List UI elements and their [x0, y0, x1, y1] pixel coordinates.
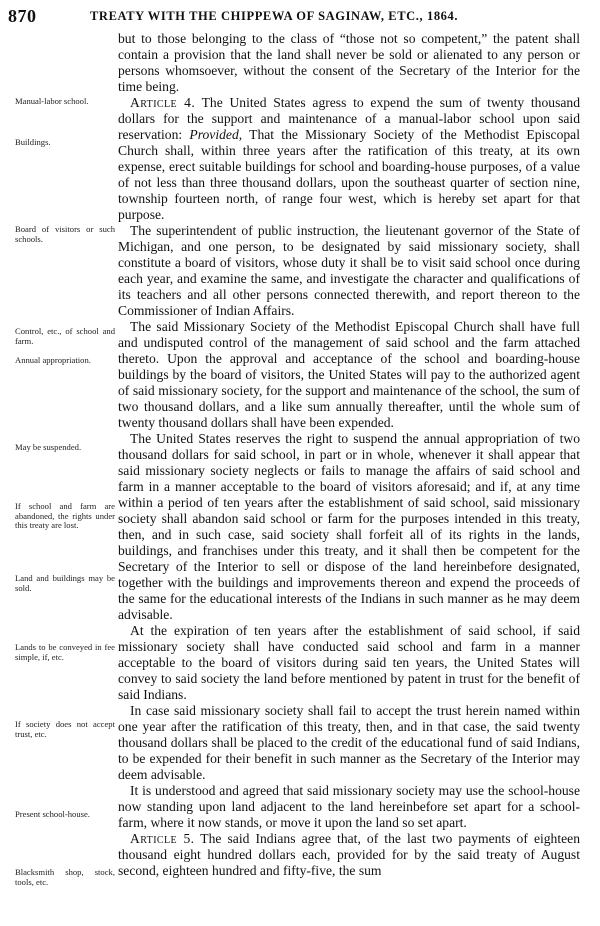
paragraph-school-house: It is understood and agreed that said missionary society may use the school-house now standing upon land adjacent to the land hereinbefore set apart for a school-farm, where it now stands, or move it upon the land so set apart.	[118, 783, 580, 830]
margin-note-land-may-be-sold: Land and buildings may be sold.	[15, 573, 115, 593]
treaty-text	[118, 31, 580, 879]
margin-note-rights-lost: If school and farm are abandoned, the rights under this treaty are lost.	[15, 501, 115, 530]
margin-note-may-be-suspended: May be suspended.	[15, 442, 82, 452]
paragraph-continuation: but to those belonging to the class of “those not so competent,” the patent shall contain a provision that the land shall never be sold or alienated to any person or persons whomsoever, without the consent of the Secretary of the Interior for the time being.	[118, 31, 580, 94]
article-4-text-b: That the Missionary Society of the Methodist Episcopal Church shall, within three years after the ratification of this treaty, at its own expense, erect suitable buildings for school and boarding-house purposes, of a value of not less than three thousand dollars, upon the southeast quarter of section nine, township fourteen north, of range four west, which is hereby set apart for that purpose.	[118, 127, 580, 222]
paragraph-trust: In case said missionary society shall fail to accept the trust herein named within one year after the ratification of this treaty, then, and in that case, the said twenty thousand dollars shall be placed to the credit of the educational fund of said Indians, to be expended for their benefit in such manner as the Secretary of the Interior may deem advisable.	[118, 703, 580, 782]
page-header	[8, 6, 592, 28]
page-number: 870	[8, 6, 37, 26]
margin-note-buildings: Buildings.	[15, 137, 51, 147]
margin-note-present-school-house: Present school-house.	[15, 809, 90, 819]
paragraph-article-4	[118, 95, 580, 223]
margin-note-control: Control, etc., of school and farm.	[15, 326, 115, 346]
article-4-label: Article 4.	[130, 95, 196, 110]
paragraph-article-5	[118, 831, 580, 879]
paragraph-conveyance: At the expiration of ten years after the establishment of said school, if said missionary society shall have conducted said school and farm in a manner acceptable to the board of visitors during said ten years, the United States will convey to said society the land before mentioned by patent in trust for the benefit of said Indians.	[118, 623, 580, 702]
proviso-word: Provided,	[189, 127, 243, 142]
paragraph-control: The said Missionary Society of the Methodist Episcopal Church shall have full and undisputed control of the management of said school and the farm attached thereto. Upon the approval and acceptance of the school and boarding-house buildings by the board of visitors, the United States will pay to the authorized agent of said missionary society, for the support and maintenance of the school, the sum of two thousand dollars, and a like sum annually thereafter, until the whole sum of twenty thousand dollars shall have been expended.	[118, 319, 580, 430]
running-title: TREATY WITH THE CHIPPEWA OF SAGINAW, ETC., 1864.	[90, 9, 459, 23]
margin-note-manual-labor-school: Manual-labor school.	[15, 96, 89, 106]
paragraph-board-of-visitors: The superintendent of public instruction, the lieutenant governor of the State of Michigan, and one person, to be designated by said missionary society, shall constitute a board of visitors, whose duty it shall be to visit said school once during each year, and examine the same, and investigate the character and qualifications of its teachers and all other persons connected therewith, and report thereon to the Commissioner of Indian Affairs.	[118, 223, 580, 318]
article-5-label: Article 5.	[130, 831, 195, 846]
margin-note-board-of-visitors: Board of visitors or such schools.	[15, 224, 115, 244]
margin-note-blacksmith-shop: Blacksmith shop, stock, tools, etc.	[15, 867, 115, 887]
margin-note-lands-conveyed: Lands to be conveyed in fee simple, if, etc.	[15, 642, 115, 662]
article-4-text-a: The United States agress to expend the sum of twenty thousand dollars for the support and maintenance of a manual-labor school upon said reservation:	[118, 95, 580, 142]
margin-note-annual-appropriation: Annual appropriation.	[15, 355, 91, 365]
paragraph-suspension: The United States reserves the right to suspend the annual appropriation of two thousand dollars for said school, in part or in whole, whenever it shall appear that said missionary society neglects or fails to manage the affairs of said school and farm in a manner acceptable to the board of visitors aforesaid; and if, at any time within a period of ten years after the establishment of said school, said missionary society shall abandon said school or farm for the purposes intended in this treaty, then, and in such case, said society shall forfeit all of its rights in the lands, buildings, and franchises under this treaty, and it shall then be competent for the Secretary of the Interior to sell or dispose of the land hereinbefore designated, together with the buildings and improvements thereon and expend the proceeds of the same for the educational interests of the Indians in such manner as he may deem advisable.	[118, 431, 580, 622]
article-5-text: The said Indians agree that, of the last two payments of eighteen thousand eight hundred dollars each, provided for by the said treaty of August second, eighteen hundred and fifty-five, the sum	[118, 831, 580, 878]
margin-note-society-not-accept: If society does not accept trust, etc.	[15, 719, 115, 739]
